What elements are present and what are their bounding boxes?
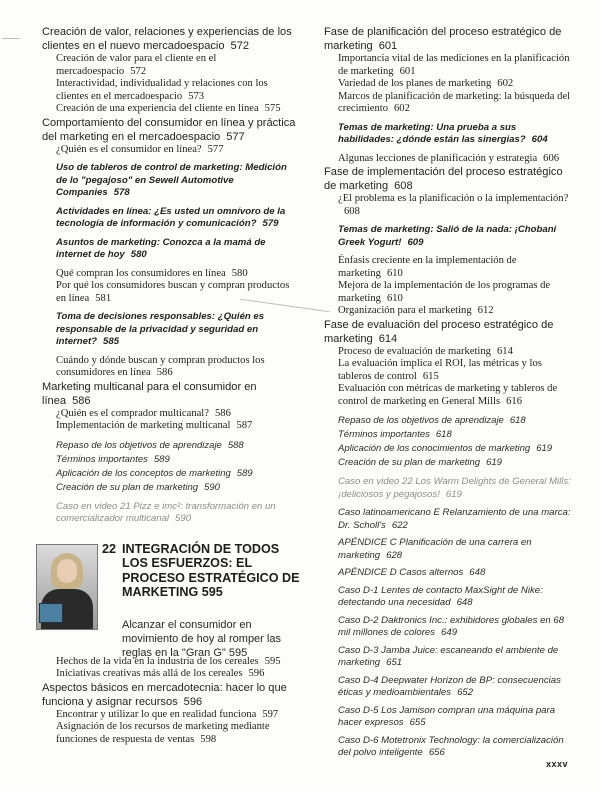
entry-text: Fase de evaluación del proceso estratégico de marketing xyxy=(324,318,554,345)
chapter-entry-list xyxy=(42,656,296,747)
toc-entry-sub xyxy=(324,193,574,218)
entry-text: Variedad de los planes de marketing xyxy=(338,78,492,89)
toc-entry-feat xyxy=(42,206,296,231)
toc-entry-video xyxy=(42,501,296,526)
entry-page-number: 578 xyxy=(113,187,130,198)
entry-text: Comportamiento del consumidor en línea y práctica del marketing en el mercadoespacio xyxy=(42,116,296,143)
entry-page-number: 572 xyxy=(130,65,147,77)
entry-page-number: 580 xyxy=(130,249,147,260)
toc-entry-rev xyxy=(42,481,296,495)
entry-text: Caso latinoamericano E Relanzamiento de una marca: Dr. Scholl's xyxy=(338,507,571,531)
toc-entry-sub xyxy=(42,268,296,281)
entry-text: Encontrar y utilizar lo que en realidad funciona xyxy=(56,708,257,720)
toc-entry-sec xyxy=(42,116,296,144)
entry-text: Hechos de la vida en la industria de los cereales xyxy=(56,655,259,667)
entry-page-number: 618 xyxy=(509,415,526,426)
entry-text: Caso D-1 Lentes de contacto MaxSight de Nike: detectando una necesidad xyxy=(338,584,543,608)
entry-page-number: 604 xyxy=(531,134,548,145)
entry-page-number: 601 xyxy=(378,40,398,52)
entry-text: Términos importantes xyxy=(338,429,430,440)
toc-entry-sub xyxy=(42,408,296,421)
entry-text: Asuntos de marketing: Conozca a la mamá de internet de hoy xyxy=(56,236,266,260)
toc-entry-rev xyxy=(42,453,296,467)
entry-text: Marcos de planificación de marketing: la búsqueda del crecimiento xyxy=(338,90,571,114)
toc-entry-sub xyxy=(324,255,574,280)
toc-entry-rev xyxy=(324,414,574,428)
chapter-22-header xyxy=(42,540,300,659)
entry-text: Qué compran los consumidores en línea xyxy=(56,267,226,279)
entry-text: Marketing multicanal para el consumidor en línea xyxy=(42,380,257,407)
entry-text: Organización para el marketing xyxy=(338,305,472,316)
entry-page-number: 577 xyxy=(207,143,224,155)
entry-text: Repaso de los objetivos de aprendizaje xyxy=(56,439,222,451)
toc-entry-sub xyxy=(42,721,296,746)
entry-text: Uso de tableros de control de marketing: Medición de lo "pegajoso" en Sewell Automotive Companies xyxy=(56,162,287,198)
entry-text: Mejora de la implementación de los programas de marketing xyxy=(338,280,551,304)
toc-entry-sub xyxy=(324,153,574,166)
toc-entry-sec xyxy=(324,318,574,346)
entry-page-number: 597 xyxy=(262,708,279,720)
entry-text: Evaluación con métricas de marketing y tableros de control de marketing en General Mills xyxy=(338,383,558,407)
entry-page-number: 609 xyxy=(407,236,424,248)
toc-entry-sub xyxy=(42,355,296,380)
entry-text: Fase de implementación del proceso estratégico de marketing xyxy=(324,166,563,192)
entry-page-number: 579 xyxy=(262,218,279,229)
left-column xyxy=(42,25,300,746)
entry-page-number: 614 xyxy=(378,332,398,345)
entry-text: ¿Quién es el comprador multicanal? xyxy=(56,407,209,419)
entry-text: Caso D-3 Jamba Juice: escaneando el ambiente de marketing xyxy=(338,644,559,668)
chapter-title xyxy=(122,542,302,600)
toc-entry-sub xyxy=(324,78,574,91)
entry-page-number: 610 xyxy=(386,267,403,279)
toc-entry-case xyxy=(324,537,574,562)
entry-text: Creación de valor para el cliente en el mercadoespacio xyxy=(56,53,217,77)
toc-entry-rev xyxy=(42,439,296,453)
entry-text: Implementación de marketing multicanal xyxy=(56,420,231,431)
toc-entry-sec xyxy=(42,25,296,53)
entry-page-number: 619 xyxy=(486,457,502,468)
toc-entry-feat xyxy=(42,237,296,262)
entry-page-number: 651 xyxy=(386,657,403,668)
entry-page-number: 587 xyxy=(236,420,253,431)
entry-text: Iniciativas creativas más allá de los cereales xyxy=(56,668,243,679)
toc-entry-sub xyxy=(42,709,296,722)
right-column xyxy=(324,25,574,765)
chapter-intro xyxy=(122,618,302,660)
entry-text: Importancia vital de las mediciones en la planificación de marketing xyxy=(338,53,570,77)
entry-text: Creación de su plan de marketing xyxy=(56,481,199,493)
toc-entry-sec xyxy=(324,165,574,193)
margin-mark xyxy=(2,38,20,39)
entry-page-number: 619 xyxy=(445,488,462,500)
toc-entry-case xyxy=(324,585,574,610)
toc-entry-rev xyxy=(42,467,296,481)
toc-entry-sub xyxy=(324,358,574,383)
entry-text: Algunas lecciones de planificación y estrategia xyxy=(338,152,538,164)
entry-text: Aplicación de los conceptos de marketing xyxy=(56,467,231,479)
entry-page-number: 586 xyxy=(214,407,231,419)
toc-entry-feat xyxy=(324,224,574,249)
entry-text: Creación de valor, relaciones y experiencias de los clientes en el nuevo mercadoespacio xyxy=(42,26,292,52)
entry-page-number: 588 xyxy=(227,439,244,451)
entry-text: Términos importantes xyxy=(56,453,148,465)
entry-text: Fase de planificación del proceso estratégico de marketing xyxy=(324,26,562,52)
entry-page-number: 615 xyxy=(422,370,439,382)
entry-page-number: 652 xyxy=(457,687,474,698)
entry-text: Repaso de los objetivos de aprendizaje xyxy=(338,415,504,426)
entry-page-number: 586 xyxy=(72,394,91,407)
entry-text: Por qué los consumidores buscan y compran productos en línea xyxy=(56,280,290,304)
chapter-intro-page: 595 xyxy=(228,646,248,659)
entry-text: La evaluación implica el ROI, las métricas y los tableros de control xyxy=(338,358,542,382)
entry-page-number: 575 xyxy=(264,103,281,114)
entry-text: Asignación de los recursos de marketing mediante funciones de respuesta de ventas xyxy=(56,721,270,745)
entry-page-number: 648 xyxy=(456,597,473,608)
entry-text: Aspectos básicos en mercadotecnia: hacer lo que funciona y asignar recursos xyxy=(42,681,287,708)
toc-entry-sub xyxy=(42,53,296,78)
toc-entry-rev xyxy=(324,428,574,442)
entry-page-number: 608 xyxy=(394,180,413,192)
entry-page-number: 610 xyxy=(386,292,403,304)
entry-page-number: 649 xyxy=(441,627,458,638)
entry-page-number: 580 xyxy=(231,267,248,279)
entry-page-number: 596 xyxy=(248,668,265,679)
toc-entry-sub xyxy=(324,346,574,359)
entry-text: Creación de su plan de marketing xyxy=(338,457,481,468)
entry-text: Caso D-4 Deepwater Horizon de BP: consecuencias éticas y medioambientales xyxy=(338,674,561,698)
entry-page-number: 648 xyxy=(469,567,486,578)
entry-text: Aplicación de los conocimientos de marketing xyxy=(338,443,531,454)
entry-page-number: 595 xyxy=(264,655,281,667)
right-entry-list xyxy=(324,25,574,760)
entry-text: ¿El problema es la planificación o la implementación? xyxy=(338,193,569,204)
entry-page-number: 656 xyxy=(428,747,445,758)
chapter-title-text: INTEGRACIÓN DE TODOS LOS ESFUERZOS: EL PROCESO ESTRATÉGICO DE MARKETING xyxy=(122,541,300,600)
entry-page-number: 572 xyxy=(230,40,250,52)
entry-page-number: 606 xyxy=(543,152,560,164)
toc-entry-sec xyxy=(324,25,574,53)
entry-page-number: 602 xyxy=(394,103,410,114)
entry-page-number: 589 xyxy=(236,467,253,479)
entry-page-number: 586 xyxy=(156,367,173,378)
entry-text: Caso D-5 Los Jamison compran una máquina para hacer expresos xyxy=(338,704,556,728)
entry-page-number: 608 xyxy=(344,205,360,217)
entry-text: Énfasis creciente en la implementación de marketing xyxy=(338,255,517,279)
entry-text: Temas de marketing: Salió de la nada: ¡Chobani Greek Yogurt! xyxy=(338,224,557,248)
entry-text: Toma de decisiones responsables: ¿Quién es responsable de la privacidad y seguridad en internet? xyxy=(56,311,265,347)
entry-page-number: 602 xyxy=(497,78,514,89)
entry-text: Caso en video 21 Pizz e imc²: transformación en un comercializador multicanal xyxy=(56,500,276,524)
page-folio: xxxv xyxy=(545,759,568,769)
toc-entry-sub xyxy=(324,91,574,116)
entry-page-number: 614 xyxy=(496,345,513,357)
entry-page-number: 590 xyxy=(175,513,192,524)
toc-entry-sub xyxy=(42,668,296,681)
entry-text: Caso D-2 Daktronics Inc.: exhibidores globales en 68 mil millones de colores xyxy=(338,614,565,638)
entry-page-number: 573 xyxy=(188,90,205,102)
toc-entry-case xyxy=(324,675,574,700)
chapter-number: 22 xyxy=(102,541,117,556)
entry-page-number: 598 xyxy=(200,733,217,745)
entry-page-number: 612 xyxy=(477,305,494,316)
entry-page-number: 596 xyxy=(183,695,203,708)
toc-entry-sub xyxy=(324,280,574,305)
toc-entry-case xyxy=(324,507,574,532)
toc-entry-sub xyxy=(324,383,574,408)
toc-entry-sec xyxy=(42,380,296,408)
toc-entry-sub xyxy=(42,78,296,103)
entry-page-number: 589 xyxy=(153,453,170,465)
entry-text: APÉNDICE C Planificación de una carrera en marketing xyxy=(338,537,532,561)
entry-text: Proceso de evaluación de marketing xyxy=(338,345,491,357)
toc-entry-case xyxy=(324,735,574,760)
toc-entry-rev xyxy=(324,442,574,456)
toc-entry-case xyxy=(324,705,574,730)
entry-page-number: 601 xyxy=(399,65,416,77)
toc-entry-sub xyxy=(42,103,296,116)
entry-page-number: 622 xyxy=(391,519,408,531)
entry-page-number: 577 xyxy=(226,130,245,143)
toc-entry-sec xyxy=(42,681,296,709)
toc-entry-sub xyxy=(324,305,574,318)
toc-entry-case xyxy=(324,567,574,580)
toc-entry-sub xyxy=(42,144,296,157)
entry-text: Caso D-6 Motetronix Technology: la comercialización del polvo inteligente xyxy=(338,734,564,758)
entry-text: Temas de marketing: Una prueba a sus habilidades: ¿dónde están las sinergias? xyxy=(338,121,526,145)
toc-entry-case xyxy=(324,615,574,640)
entry-page-number: 655 xyxy=(409,717,426,728)
toc-entry-video xyxy=(324,476,574,501)
entry-text: Creación de una experiencia del cliente en línea xyxy=(56,103,259,114)
toc-entry-sub xyxy=(42,420,296,433)
entry-page-number: 616 xyxy=(506,395,522,407)
toc-entry-case xyxy=(324,645,574,670)
toc-entry-rev xyxy=(324,456,574,470)
entry-page-number: 628 xyxy=(386,549,403,561)
entry-text: Interactividad, individualidad y relaciones con los clientes en el mercadoespacio xyxy=(56,78,268,102)
toc-entry-feat xyxy=(42,311,296,349)
entry-page-number: 585 xyxy=(103,336,120,347)
entry-text: Cuándo y dónde buscan y compran productos los consumidores en línea xyxy=(56,354,265,378)
toc-entry-feat xyxy=(324,122,574,147)
entry-page-number: 618 xyxy=(435,429,452,440)
chapter-intro-text: Alcanzar el consumidor en movimiento de hoy al romper las reglas en la "Gran G" xyxy=(122,618,281,659)
toc-entry-feat xyxy=(42,162,296,200)
entry-text: ¿Quién es el consumidor en línea? xyxy=(56,143,202,155)
chapter-title-page: 595 xyxy=(201,585,223,600)
author-photo xyxy=(36,544,98,630)
left-entry-list xyxy=(42,25,296,526)
toc-entry-sub xyxy=(324,53,574,78)
entry-text: Actividades en línea: ¿Es usted un omnívoro de la tecnología de información y comunicación? xyxy=(56,205,286,229)
entry-text: Caso en video 22 Los Warm Delights de General Mills: ¡deliciosos y pegajosos! xyxy=(338,476,571,500)
entry-text: APÉNDICE D Casos alternos xyxy=(338,567,464,578)
entry-page-number: 619 xyxy=(536,443,553,454)
entry-page-number: 581 xyxy=(95,292,112,304)
entry-page-number: 590 xyxy=(204,481,220,493)
